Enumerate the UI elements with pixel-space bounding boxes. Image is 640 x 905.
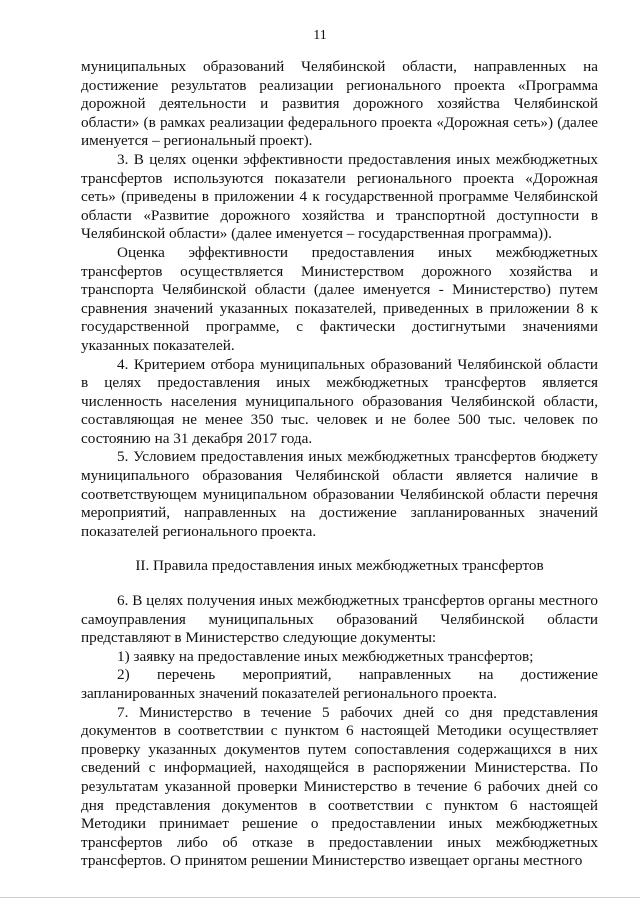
paragraph-item-4: 4. Критерием отбора муниципальных образований Челябинской области в целях предоставления иных межбюджетных трансфертов является численность населения муниципального образования Челябинской области, составляющая не менее 350 тыс. человек и не более 500 тыс. человек по состоянию на 31 декабря 2017 года. xyxy=(81,355,598,447)
paragraph-item-7: 7. Министерство в течение 5 рабочих дней со дня представления документов в соответствии с пунктом 6 настоящей Методики осуществляет проверку указанных документов путем сопоставления содержащихся в них сведений с информацией, находящейся в распоряжении Министерства. По результатам указанной проверки Министерство в течение 6 рабочих дней со дня представления документов в соответствии с пунктом 6 настоящей Методики принимает решение о предоставлении иных межбюджетных трансфертов либо об отказе в предоставлении иных межбюджетных трансфертов. О принятом решении Министерство извещает органы местного xyxy=(81,703,598,870)
list-item-2: 2) перечень мероприятий, направленных на достижение запланированных значений показателей регионального проекта. xyxy=(81,666,598,702)
paragraph-evaluation: Оценка эффективности предоставления иных межбюджетных трансфертов осуществляется Министерством дорожного хозяйства и транспорта Челябинской области (далее именуется - Министерство) путем сравнения значений указанных показателей, приведенных в приложении 8 к государственной программе, с фактически достигнутыми значениями указанных показателей. xyxy=(81,243,598,354)
paragraph-item-6: 6. В целях получения иных межбюджетных трансфертов органы местного самоуправления муниципальных образований Челябинской области представляют в Министерство следующие документы: xyxy=(81,592,598,647)
page-bottom-edge xyxy=(0,897,640,898)
page-number: 11 xyxy=(313,28,327,43)
paragraph-item-5: 5. Условием предоставления иных межбюджетных трансфертов бюджету муниципального образования Челябинской области является наличие в соответствующем муниципальном образовании Челябинской области перечня мероприятий, направленных на достижение запланированных значений показателей регионального проекта. xyxy=(81,448,598,540)
section-heading: II. Правила предоставления иных межбюджетных трансфертов xyxy=(135,557,544,575)
list-item-1: 1) заявку на предоставление иных межбюджетных трансфертов; xyxy=(117,647,534,665)
paragraph-item-3: 3. В целях оценки эффективности предоставления иных межбюджетных трансфертов используются показатели регионального проекта «Дорожная сеть» (приведены в приложении 4 к государственной программе Челябинской области «Развитие дорожного хозяйства и транспортной доступности в Челябинской области» (далее именуется – государственная программа)). xyxy=(81,150,598,243)
document-body xyxy=(81,58,598,871)
paragraph-continuation: муниципальных образований Челябинской области, направленных на достижение результатов реализации регионального проекта «Программа дорожной деятельности и развития дорожного хозяйства Челябинской области» (в рамках реализации федерального проекта «Дорожная сеть») (далее именуется – региональный проект). xyxy=(81,58,598,150)
